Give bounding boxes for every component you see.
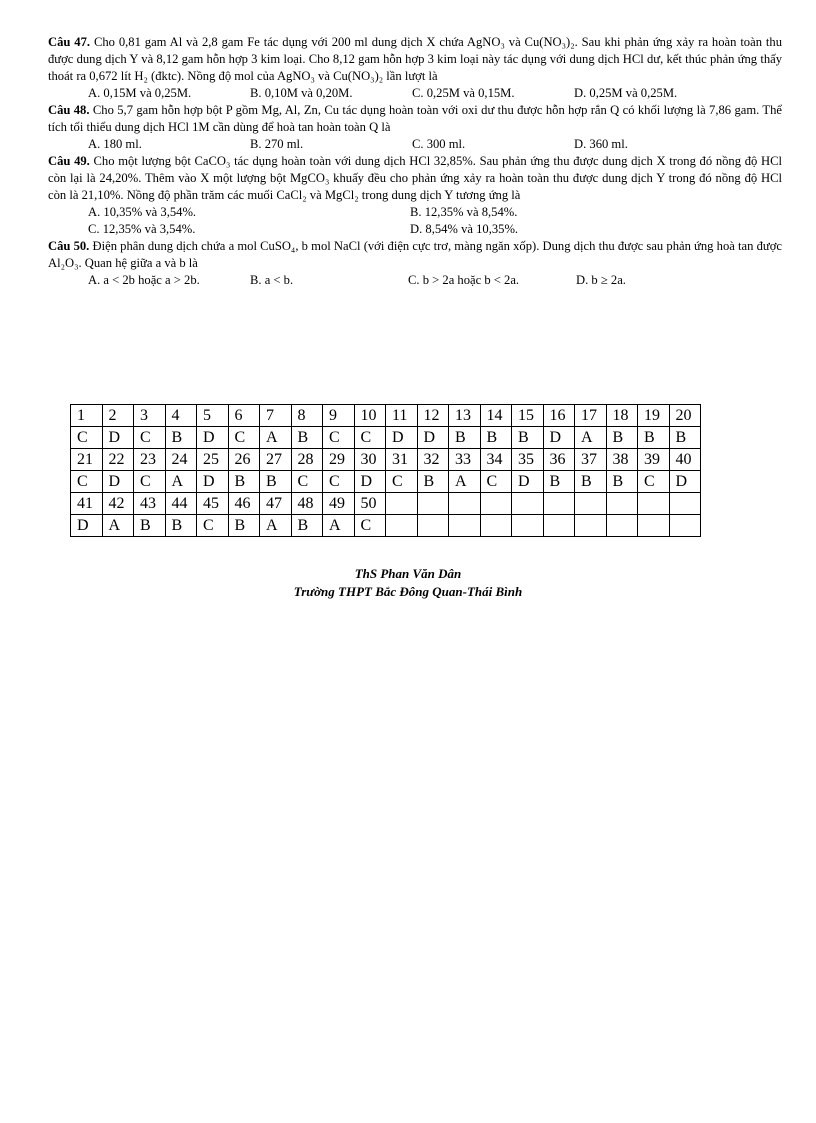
question-number-cell: 35 [512, 449, 544, 471]
question-number-cell: 38 [606, 449, 638, 471]
answer-cell: B [291, 515, 323, 537]
question-number-cell: 17 [575, 405, 607, 427]
answer-cell: C [480, 471, 512, 493]
option-c: C. 12,35% và 3,54%. [88, 222, 196, 236]
answer-cell [606, 515, 638, 537]
question-number-cell: 44 [165, 493, 197, 515]
question-number-cell: 2 [102, 405, 134, 427]
answer-row [71, 427, 701, 449]
answer-cell: D [354, 471, 386, 493]
question-number: Câu 48. [48, 103, 90, 117]
question-number-cell: 3 [134, 405, 166, 427]
answer-cell [512, 515, 544, 537]
question-number-cell: 48 [291, 493, 323, 515]
answer-cell [417, 515, 449, 537]
question-number-cell: 21 [71, 449, 103, 471]
question-number-cell: 47 [260, 493, 292, 515]
answer-cell: B [291, 427, 323, 449]
question-49-options-row1 [48, 204, 782, 221]
answer-cell: B [575, 471, 607, 493]
answer-cell [386, 515, 418, 537]
question-text: Cho 5,7 gam hỗn hợp bột P gồm Mg, Al, Zn, Cu tác dụng hoàn toàn với oxi dư thu được hỗn hợp rắn Q có khối lượng là 7,86 gam. Thể tích tối thiểu dung dịch HCl 1M cần dùng để hoà tan hoàn toàn Q là [48, 103, 782, 134]
question-number-cell: 39 [638, 449, 670, 471]
question-number-cell: 46 [228, 493, 260, 515]
question-number-cell [386, 493, 418, 515]
question-number-cell: 19 [638, 405, 670, 427]
answer-cell: A [449, 471, 481, 493]
answer-cell: B [228, 515, 260, 537]
answer-cell: C [291, 471, 323, 493]
question-number: Câu 49. [48, 154, 90, 168]
question-number-cell: 14 [480, 405, 512, 427]
question-number-cell [543, 493, 575, 515]
answer-cell: C [354, 515, 386, 537]
question-47-options [48, 85, 782, 102]
answer-cell [669, 515, 701, 537]
question-number-cell: 45 [197, 493, 229, 515]
question-number-cell: 50 [354, 493, 386, 515]
question-number-cell: 42 [102, 493, 134, 515]
answer-cell: A [575, 427, 607, 449]
option-a: A. a < 2b hoặc a > 2b. [88, 273, 200, 287]
answer-cell [449, 515, 481, 537]
question-number-cell: 24 [165, 449, 197, 471]
question-number-cell: 33 [449, 449, 481, 471]
question-number-cell [638, 493, 670, 515]
question-number-cell: 32 [417, 449, 449, 471]
question-number-cell [417, 493, 449, 515]
question-number-cell: 43 [134, 493, 166, 515]
answer-cell: B [260, 471, 292, 493]
answer-cell [638, 515, 670, 537]
question-number-cell [480, 493, 512, 515]
answer-cell: C [134, 471, 166, 493]
question-number-cell: 13 [449, 405, 481, 427]
option-d: D. b ≥ 2a. [576, 273, 626, 287]
answer-cell: B [606, 427, 638, 449]
question-text: Điện phân dung dịch chứa a mol CuSO₄, b mol NaCl (với điện cực trơ, màng ngăn xốp). Dung dịch thu được sau phản ứng hoà tan được Al₂O₃. Quan hệ giữa a và b là [48, 239, 782, 270]
answer-cell: B [134, 515, 166, 537]
question-number-cell: 27 [260, 449, 292, 471]
question-number-cell: 22 [102, 449, 134, 471]
answer-cell: D [102, 427, 134, 449]
question-number-cell: 30 [354, 449, 386, 471]
answer-cell: D [669, 471, 701, 493]
answer-cell: C [134, 427, 166, 449]
option-a: A. 0,15M và 0,25M. [88, 86, 192, 100]
question-number-cell: 25 [197, 449, 229, 471]
option-c: C. b > 2a hoặc b < 2a. [408, 273, 520, 287]
question-number-row [71, 493, 701, 515]
question-number-cell: 40 [669, 449, 701, 471]
answer-cell: B [165, 427, 197, 449]
question-number: Câu 50. [48, 239, 90, 253]
option-b: B. 270 ml. [250, 137, 304, 151]
option-d: D. 0,25M và 0,25M. [574, 86, 678, 100]
answer-cell: D [512, 471, 544, 493]
question-50 [48, 238, 782, 272]
answer-cell: C [197, 515, 229, 537]
answer-cell: B [638, 427, 670, 449]
question-number-cell: 23 [134, 449, 166, 471]
question-number-cell: 7 [260, 405, 292, 427]
question-number-cell: 6 [228, 405, 260, 427]
option-b: B. 0,10M và 0,20M. [250, 86, 353, 100]
answer-cell: B [449, 427, 481, 449]
option-c: C. 300 ml. [412, 137, 466, 151]
question-text: Cho một lượng bột CaCO₃ tác dụng hoàn toàn với dung dịch HCl 32,85%. Sau phản ứng thu được dung dịch X trong đó nồng độ HCl còn lại là 24,20%. Thêm vào X một lượng bột MgCO₃ khuấy đều cho phản ứng xảy ra hoàn toàn thu được dung dịch Y trong đó nồng độ HCl còn là 21,10%. Nồng độ phần trăm các muối CaCl₂ và MgCl₂ trong dung dịch Y tương ứng là [48, 154, 782, 202]
question-number-cell [449, 493, 481, 515]
question-number-cell: 36 [543, 449, 575, 471]
question-50-options [48, 272, 782, 289]
answer-cell: B [417, 471, 449, 493]
question-text: Cho 0,81 gam Al và 2,8 gam Fe tác dụng với 200 ml dung dịch X chứa AgNO₃ và Cu(NO₃)₂. Sau khi phản ứng xảy ra hoàn toàn thu được dung dịch Y và 8,12 gam hỗn hợp 3 kim loại. Cho 8,12 gam hỗn hợp 3 kim loại này tác dụng với dung dịch HCl dư, kết thúc phản ứng thấy thoát ra 0,672 lít H₂ (đktc). Nồng độ mol của AgNO₃ và Cu(NO₃)₂ lần lượt là [48, 35, 782, 83]
question-48-options [48, 136, 782, 153]
question-number-cell: 16 [543, 405, 575, 427]
option-d: D. 360 ml. [574, 137, 628, 151]
answer-cell: B [165, 515, 197, 537]
answer-cell: D [386, 427, 418, 449]
answer-cell: C [354, 427, 386, 449]
question-number-cell: 26 [228, 449, 260, 471]
answer-cell: A [102, 515, 134, 537]
answer-cell: A [165, 471, 197, 493]
question-number-cell: 18 [606, 405, 638, 427]
answer-cell: B [543, 471, 575, 493]
question-number-cell [606, 493, 638, 515]
question-number-cell: 1 [71, 405, 103, 427]
answer-cell: B [228, 471, 260, 493]
answer-cell: C [71, 427, 103, 449]
question-number-cell: 31 [386, 449, 418, 471]
option-d: D. 8,54% và 10,35%. [410, 222, 519, 236]
answer-cell: D [102, 471, 134, 493]
option-c: C. 0,25M và 0,15M. [412, 86, 515, 100]
question-47 [48, 34, 782, 85]
question-number-cell: 12 [417, 405, 449, 427]
question-number-cell: 9 [323, 405, 355, 427]
answer-cell: D [417, 427, 449, 449]
answer-cell: A [323, 515, 355, 537]
question-49-options-row2 [48, 221, 782, 238]
answer-cell [543, 515, 575, 537]
answer-row [71, 515, 701, 537]
answer-cell: B [606, 471, 638, 493]
answer-cell: C [228, 427, 260, 449]
question-number-cell: 29 [323, 449, 355, 471]
option-b: B. a < b. [250, 273, 294, 287]
answer-cell: C [386, 471, 418, 493]
question-48 [48, 102, 782, 136]
answer-cell: D [197, 471, 229, 493]
question-number-cell: 49 [323, 493, 355, 515]
question-number-cell: 28 [291, 449, 323, 471]
question-number-cell: 37 [575, 449, 607, 471]
answer-cell: B [512, 427, 544, 449]
answer-cell: A [260, 515, 292, 537]
option-a: A. 180 ml. [88, 137, 142, 151]
answer-key-table [70, 404, 701, 537]
answer-cell: B [480, 427, 512, 449]
question-number-cell: 34 [480, 449, 512, 471]
question-number-row [71, 449, 701, 471]
question-number-cell: 4 [165, 405, 197, 427]
question-number-cell: 20 [669, 405, 701, 427]
school-name: Trường THPT Bắc Đông Quan-Thái Bình [293, 584, 523, 599]
question-49 [48, 153, 782, 204]
question-number-cell: 41 [71, 493, 103, 515]
author-name: ThS Phan Văn Dân [354, 566, 462, 581]
question-number-cell: 10 [354, 405, 386, 427]
answer-cell [575, 515, 607, 537]
question-number-cell: 5 [197, 405, 229, 427]
question-number-cell [512, 493, 544, 515]
question-number-cell [575, 493, 607, 515]
answer-cell: D [543, 427, 575, 449]
answer-cell: C [71, 471, 103, 493]
answer-cell: C [323, 471, 355, 493]
answer-cell: D [197, 427, 229, 449]
question-number-row [71, 405, 701, 427]
answer-cell: C [323, 427, 355, 449]
answer-cell: B [669, 427, 701, 449]
question-number-cell: 15 [512, 405, 544, 427]
question-number: Câu 47. [48, 35, 91, 49]
question-number-cell: 8 [291, 405, 323, 427]
answer-cell [480, 515, 512, 537]
question-number-cell: 11 [386, 405, 418, 427]
option-a: A. 10,35% và 3,54%. [88, 205, 197, 219]
exam-content [48, 34, 782, 289]
option-b: B. 12,35% và 8,54%. [410, 205, 518, 219]
answer-cell: C [638, 471, 670, 493]
answer-row [71, 471, 701, 493]
answer-cell: D [71, 515, 103, 537]
question-number-cell [669, 493, 701, 515]
answer-cell: A [260, 427, 292, 449]
